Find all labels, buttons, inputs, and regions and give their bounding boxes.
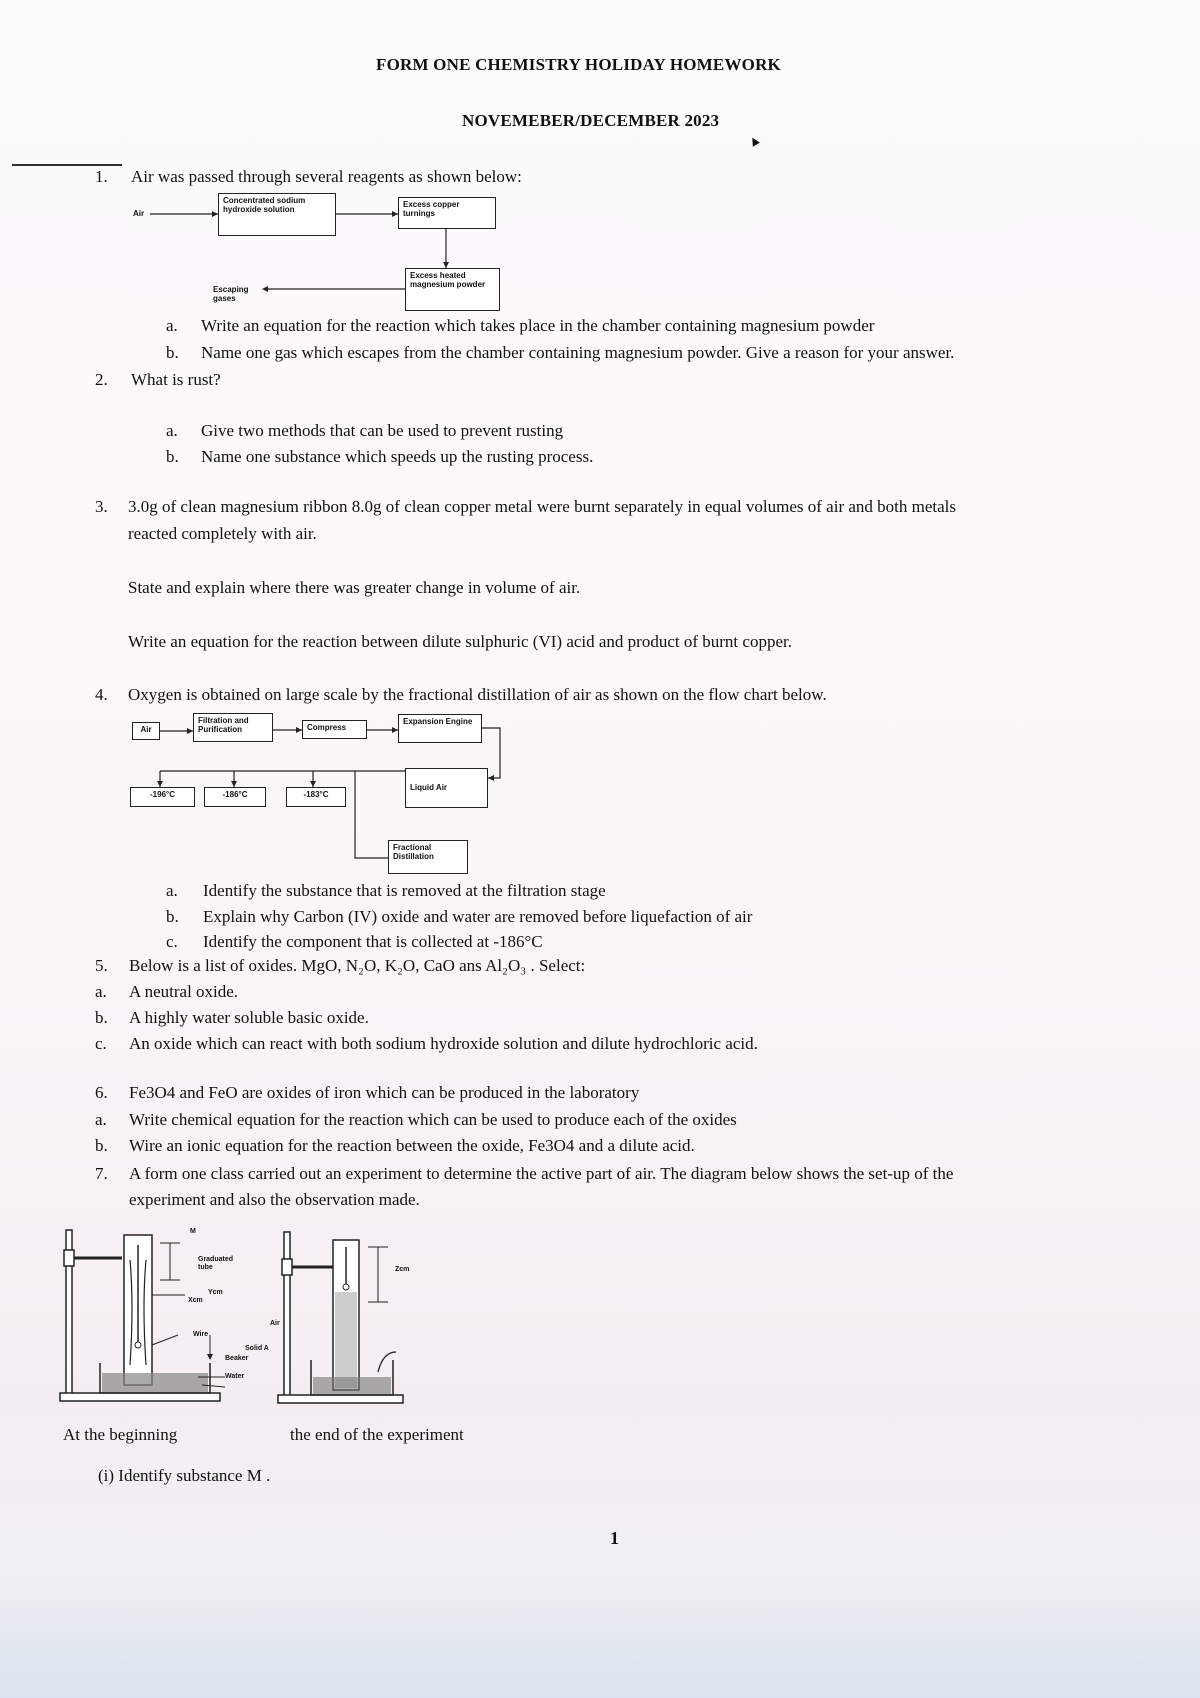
q1-air-label: Air <box>133 209 145 218</box>
q1a-label: a. <box>166 316 178 335</box>
q6a-label: a. <box>95 1110 107 1129</box>
q4-box-temp-3: -183°C <box>286 787 346 807</box>
q7-label-graduated: Graduated tube <box>198 1256 234 1271</box>
q1a-text: Write an equation for the reaction which takes place in the chamber containing magnesium powder <box>201 316 875 335</box>
document-title: FORM ONE CHEMISTRY HOLIDAY HOMEWORK <box>376 55 781 74</box>
q7-label-ycm: Ycm <box>208 1289 223 1296</box>
q6-text: Fe3O4 and FeO are oxides of iron which can be produced in the laboratory <box>129 1083 640 1102</box>
q7-label-solid-a: Solid A <box>245 1345 269 1352</box>
q7-number: 7. <box>95 1164 108 1183</box>
q4-box-liquid-air: Liquid Air <box>405 768 488 808</box>
background-haze <box>0 1570 1200 1698</box>
q6-number: 6. <box>95 1083 108 1102</box>
q4-box-fractional: Fractional Distillation <box>388 840 468 874</box>
cursor-mark: ▲ <box>744 131 765 152</box>
q7-label-wire: Wire <box>193 1331 209 1338</box>
q2-number: 2. <box>95 370 108 389</box>
q5b-text: A highly water soluble basic oxide. <box>129 1008 369 1027</box>
q3-line1: 3.0g of clean magnesium ribbon 8.0g of clean copper metal were burnt separately in equal volumes of air and both metals <box>128 497 957 516</box>
q1-number: 1. <box>95 167 108 186</box>
q7-caption-beginning: At the beginning <box>63 1425 178 1444</box>
q2-text: What is rust? <box>131 370 221 389</box>
q1-box-magnesium: Excess heated magnesium powder <box>405 268 500 311</box>
q5c-label: c. <box>95 1034 107 1053</box>
q4-box-temp-1: -196°C <box>130 787 195 807</box>
q2a-label: a. <box>166 421 178 440</box>
q4b-text: Explain why Carbon (IV) oxide and water are removed before liquefaction of air <box>203 907 753 926</box>
q3-number: 3. <box>95 497 108 516</box>
q5c-text: An oxide which can react with both sodium hydroxide solution and dilute hydrochloric acid. <box>129 1034 758 1053</box>
q5-text: Below is a list of oxides. MgO, N₂O, K₂O, CaO ans Al₂O₃ . Select: <box>129 956 586 975</box>
q2b-label: b. <box>166 447 179 466</box>
q4b-label: b. <box>166 907 179 926</box>
q3-part2: Write an equation for the reaction between dilute sulphuric (VI) acid and product of burnt copper. <box>128 632 792 651</box>
q5-number: 5. <box>95 956 108 975</box>
q6a-text: Write chemical equation for the reaction which can be used to produce each of the oxides <box>129 1110 737 1129</box>
q7-label-zcm: Zcm <box>395 1266 410 1273</box>
q1-escaping-label: Escaping gases <box>213 285 249 303</box>
q7-line1: A form one class carried out an experiment to determine the active part of air. The diagram below shows the set-up of the <box>129 1164 954 1183</box>
q4a-text: Identify the substance that is removed at the filtration stage <box>203 881 606 900</box>
q4c-label: c. <box>166 932 178 951</box>
q7-caption-end: the end of the experiment <box>290 1425 464 1444</box>
q7-label-beaker: Beaker <box>225 1355 249 1362</box>
q1-box-copper: Excess copper turnings <box>398 197 496 229</box>
q7-subquestion-i: (i) Identify substance M . <box>98 1466 271 1485</box>
q4-text: Oxygen is obtained on large scale by the fractional distillation of air as shown on the flow chart below. <box>128 685 827 704</box>
q4-box-expansion: Expansion Engine <box>398 714 482 743</box>
q7-label-xcm: Xcm <box>188 1297 203 1304</box>
q7-label-air: Air <box>270 1320 280 1327</box>
q5a-text: A neutral oxide. <box>129 982 239 1001</box>
q4-box-compress: Compress <box>302 720 367 739</box>
q5a-label: a. <box>95 982 107 1001</box>
q3-line2: reacted completely with air. <box>128 524 317 543</box>
q4a-label: a. <box>166 881 178 900</box>
document-subtitle: NOVEMEBER/DECEMBER 2023 <box>462 111 720 130</box>
q1-text: Air was passed through several reagents as shown below: <box>131 167 522 186</box>
q4c-text: Identify the component that is collected at -186°C <box>203 932 543 951</box>
q7-apparatus-end <box>278 1232 418 1407</box>
q4-box-temp-2: -186°C <box>204 787 266 807</box>
page-number: 1 <box>610 1528 619 1548</box>
q1-box-naoh: Concentrated sodium hydroxide solution <box>218 193 336 236</box>
q6b-text: Wire an ionic equation for the reaction between the oxide, Fe3O4 and a dilute acid. <box>129 1136 695 1155</box>
q7-label-m: M <box>190 1228 196 1235</box>
q4-box-air: Air <box>132 722 160 740</box>
q2a-text: Give two methods that can be used to prevent rusting <box>201 421 564 440</box>
q1b-text: Name one gas which escapes from the chamber containing magnesium powder. Give a reason for your answer. <box>201 343 955 362</box>
q4-box-filtration: Filtration and Purification <box>193 713 273 742</box>
q7-label-water: Water <box>225 1373 245 1380</box>
q6b-label: b. <box>95 1136 108 1155</box>
q7-line2: experiment and also the observation made. <box>129 1190 420 1209</box>
q2b-text: Name one substance which speeds up the rusting process. <box>201 447 594 466</box>
q4-number: 4. <box>95 685 108 704</box>
q3-part1: State and explain where there was greater change in volume of air. <box>128 578 581 597</box>
q5b-label: b. <box>95 1008 108 1027</box>
q1b-label: b. <box>166 343 179 362</box>
